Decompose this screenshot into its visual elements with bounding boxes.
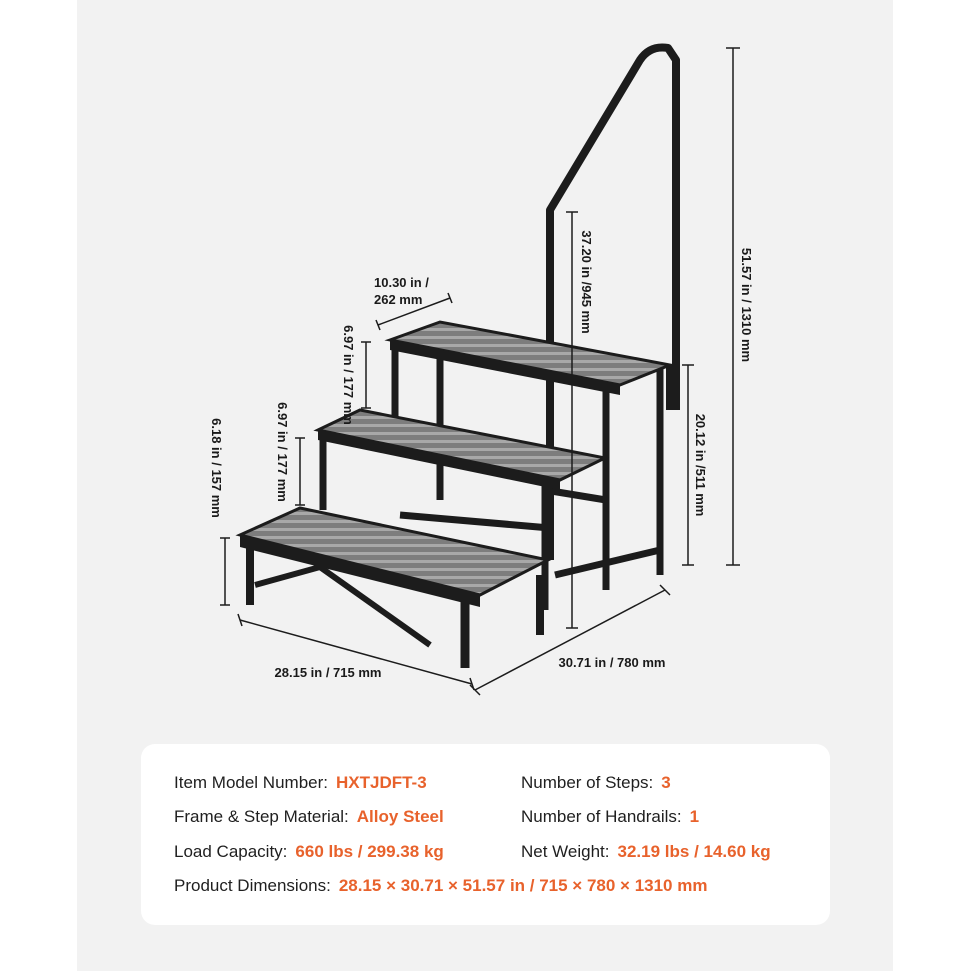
- dim-rise-mid: 6.97 in / 177 mm: [275, 402, 290, 502]
- handrail-bracket: [666, 365, 680, 410]
- spec-value: 1: [689, 807, 700, 826]
- spec-card: [141, 744, 830, 925]
- spec-model: [174, 773, 427, 793]
- spec-label: Load Capacity:: [174, 842, 288, 861]
- spec-dimensions: [174, 876, 707, 896]
- dim-rise-top: 6.97 in / 177 mm: [341, 325, 356, 425]
- spec-label: Number of Steps:: [521, 773, 654, 792]
- spec-label: Item Model Number:: [174, 773, 328, 792]
- top-step: [390, 322, 670, 420]
- spec-material: [174, 807, 444, 827]
- spec-label: Product Dimensions:: [174, 876, 331, 895]
- dim-depth-side: 30.71 in / 780 mm: [558, 655, 666, 670]
- dim-step-depth-line1: 10.30 in /: [374, 275, 429, 290]
- spec-value: Alloy Steel: [356, 807, 444, 826]
- dim-width-front: 28.15 in / 715 mm: [274, 665, 382, 680]
- spec-load-capacity: [174, 842, 444, 862]
- spec-value: 32.19 lbs / 14.60 kg: [617, 842, 771, 861]
- dim-platform-height: 20.12 in /511 mm: [693, 413, 708, 517]
- spec-value: HXTJDFT-3: [336, 773, 427, 792]
- dim-rise-bottom: 6.18 in / 157 mm: [209, 418, 224, 518]
- spec-label: Net Weight:: [521, 842, 610, 861]
- spec-value: 28.15 × 30.71 × 51.57 in / 715 × 780 × 1310 mm: [338, 876, 708, 895]
- spec-handrails: [521, 807, 699, 827]
- spec-label: Frame & Step Material:: [174, 807, 349, 826]
- dim-handrail-height: 37.20 in /945 mm: [579, 230, 594, 334]
- spec-value: 3: [661, 773, 671, 792]
- spec-label: Number of Handrails:: [521, 807, 682, 826]
- spec-steps: [521, 773, 671, 793]
- spec-net-weight: [521, 842, 771, 862]
- dim-step-depth-line2: 262 mm: [374, 292, 423, 307]
- bottom-step: [240, 508, 548, 668]
- dim-overall-height: 51.57 in / 1310 mm: [739, 247, 754, 363]
- spec-value: 660 lbs / 299.38 kg: [295, 842, 444, 861]
